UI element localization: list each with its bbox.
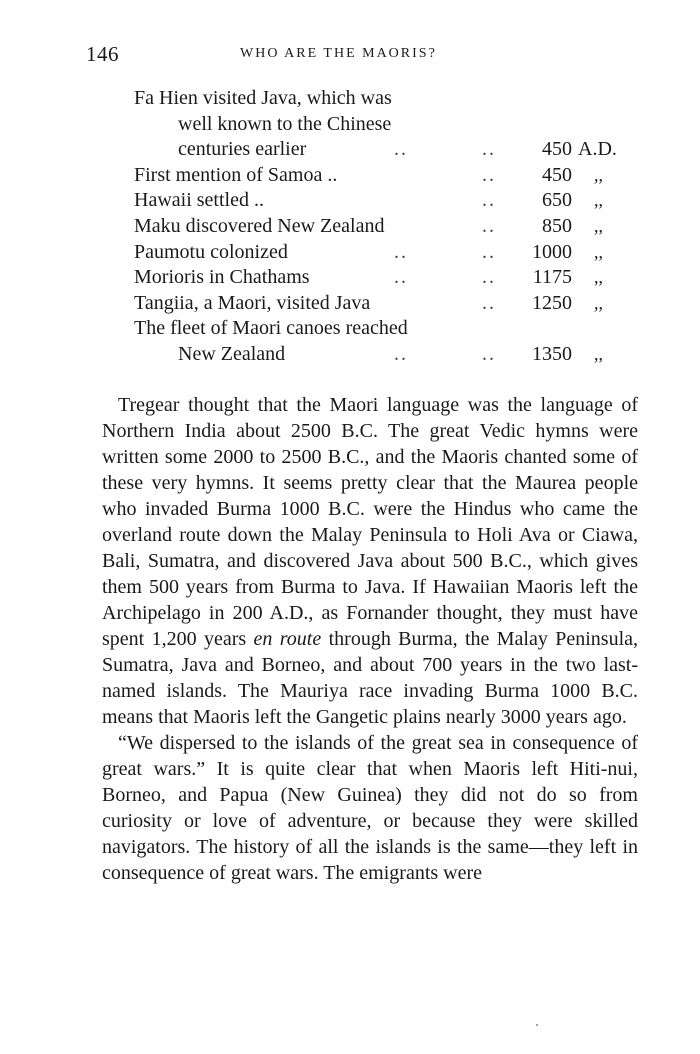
- body-text: [102, 392, 638, 886]
- chronology-event: First mention of Samoa ..: [134, 163, 338, 186]
- leader-dot-group: ..: [482, 266, 496, 289]
- page-number: 146: [86, 42, 119, 66]
- chronology-event: Tangiia, a Maori, visited Java: [134, 291, 371, 314]
- chronology-row: [0, 214, 700, 240]
- chronology-row: [0, 316, 700, 342]
- chronology-event: The fleet of Maori canoes reached: [134, 317, 408, 340]
- leader-dot-group: ..: [482, 291, 496, 314]
- chronology-event: well known to the Chinese: [178, 112, 392, 135]
- ditto-mark: ,,: [594, 267, 603, 288]
- chronology-year: 450: [542, 138, 572, 161]
- chronology-table: [0, 86, 700, 368]
- leader-dot-group: ..: [482, 163, 496, 186]
- chronology-row: [0, 188, 700, 214]
- chronology-row: [0, 265, 700, 291]
- chronology-event: Fa Hien visited Java, which was: [134, 87, 392, 109]
- era-label: A.D.: [578, 138, 617, 161]
- leader-dot-group: ..: [482, 214, 496, 237]
- leader-dot-group: ..: [482, 138, 496, 161]
- chronology-row: [0, 240, 700, 266]
- chronology-row: [0, 112, 700, 138]
- ditto-mark: ,,: [594, 190, 603, 211]
- leader-dot-group: ..: [394, 138, 408, 161]
- paragraph: [102, 392, 638, 730]
- leader-dot-group: ..: [482, 240, 496, 263]
- chronology-event: Maku discovered New Zealand: [134, 214, 385, 237]
- chronology-event: Morioris in Chathams: [134, 266, 310, 289]
- chronology-event: Paumotu colonized: [134, 240, 288, 263]
- ditto-mark: ,,: [594, 164, 603, 185]
- paper-speck: [536, 1024, 538, 1026]
- chronology-year: 1250: [532, 291, 572, 314]
- chronology-year: 1175: [532, 266, 572, 289]
- leader-dot-group: ..: [394, 342, 408, 365]
- text-run: “We dispersed to the islands of the great sea in consequence of great wars.” It is quite clear that when Maoris left Hiti-nui, Borneo, and Papua (New Guinea) they did not do so from curiosity or love of adventure, or because they were skilled navigators. The history of all the islands is the same—they left in consequence of great wars. The emigrants were: [102, 732, 638, 884]
- ditto-mark: ,,: [594, 215, 603, 236]
- ditto-mark: ,,: [594, 241, 603, 262]
- chronology-year: 1350: [532, 342, 572, 365]
- leader-dot-group: ..: [394, 266, 408, 289]
- chronology-year: 1000: [532, 240, 572, 263]
- chronology-event: New Zealand: [178, 342, 286, 365]
- chronology-row: [0, 86, 700, 112]
- chronology-year: 850: [542, 214, 572, 237]
- text-run: through Burma, the Malay Peninsula, Sumatra, Java and Borneo, and about 700 years in the two last-named islands. The Mauriya race invading Burma 1000 B.C. means that Maoris left the Gangetic plains nearly 3000 years ago.: [102, 628, 638, 728]
- italic-phrase: en route: [253, 628, 322, 650]
- chronology-row: [0, 342, 700, 368]
- chronology-event: Hawaii settled ..: [134, 189, 264, 212]
- paragraph: [102, 730, 638, 886]
- leader-dot-group: ..: [394, 240, 408, 263]
- chronology-row: [0, 291, 700, 317]
- leader-dot-group: ..: [482, 189, 496, 212]
- chronology-row: [0, 163, 700, 189]
- running-title: WHO ARE THE MAORIS?: [240, 46, 437, 61]
- leader-dot-group: ..: [482, 342, 496, 365]
- chronology-year: 650: [542, 189, 572, 212]
- chronology-year: 450: [542, 163, 572, 186]
- text-run: Tregear thought that the Maori language was the language of Northern India about 2500 B.C. The great Vedic hymns were written some 2000 to 2500 B.C., and the Maoris chanted some of these very hymns. It seems pretty clear that the Maurea people who invaded Burma 1000 B.C. were the Hindus who came the overland route down the Malay Peninsula to Holi Ava or Ciawa, Bali, Sumatra, and discovered Java about 500 B.C., which gives them 500 years from Burma to Java. If Hawaiian Maoris left the Archipelago in 200 A.D., as Fornander thought, they must have spent 1,200 years: [102, 394, 638, 650]
- chronology-event: centuries earlier: [178, 138, 307, 161]
- chronology-row: [0, 137, 700, 163]
- ditto-mark: ,,: [594, 343, 603, 364]
- ditto-mark: ,,: [594, 292, 603, 313]
